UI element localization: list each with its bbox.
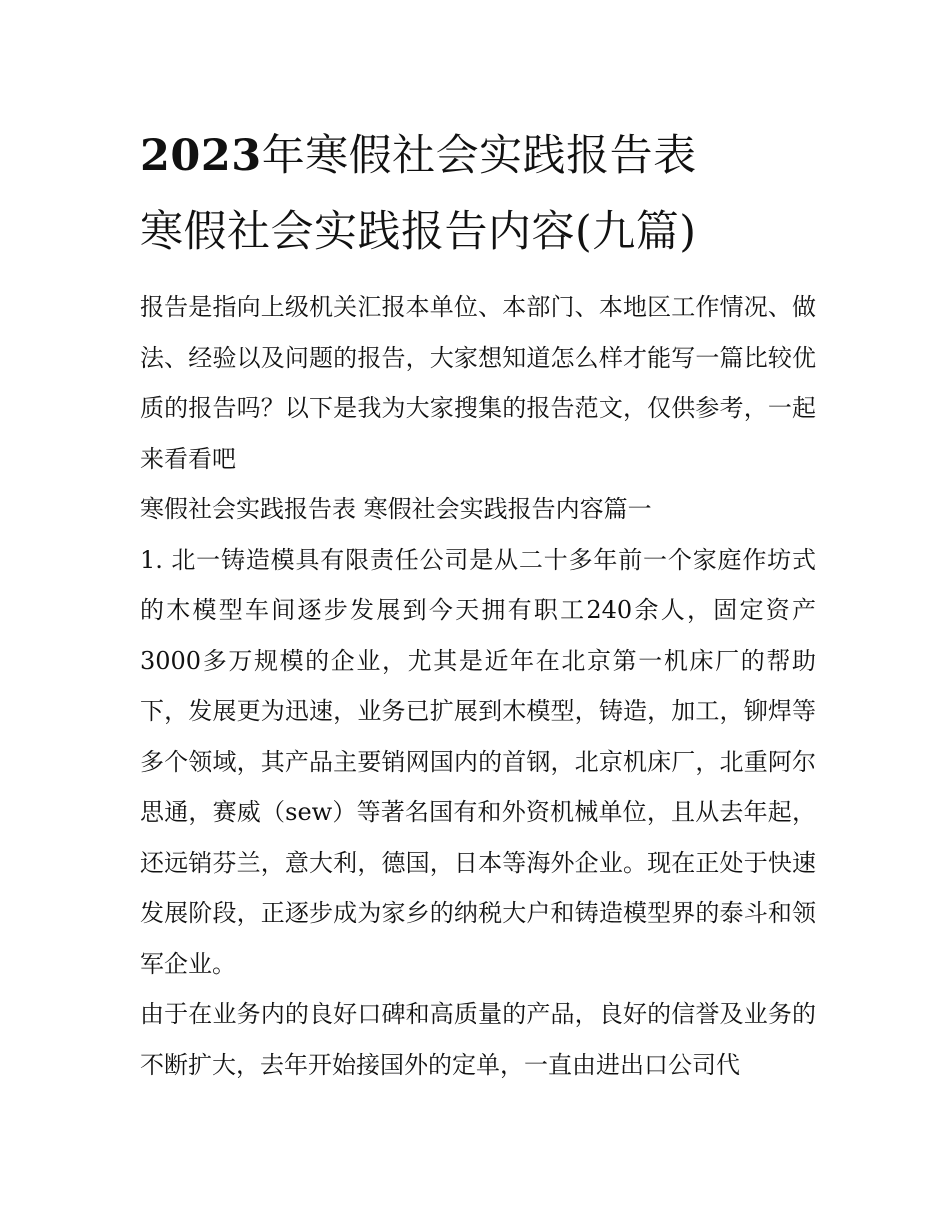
document-body	[140, 282, 816, 1090]
document-title	[140, 118, 816, 270]
intro-paragraph: 报告是指向上级机关汇报本单位、本部门、本地区工作情况、做法、经验以及问题的报告，大家想知道怎么样才能写一篇比较优质的报告吗？以下是我为大家搜集的报告范文，仅供参考，一起来看看吧	[140, 293, 816, 473]
title-line-1	[140, 118, 816, 194]
title-year: 2023	[140, 131, 262, 181]
title-line-2: 寒假社会实践报告内容(九篇)	[140, 207, 697, 257]
body-paragraph-1: 1. 北一铸造模具有限责任公司是从二十多年前一个家庭作坊式的木模型车间逐步发展到今天拥有职工240余人，固定资产3000多万规模的企业，尤其是近年在北京第一机床厂的帮助下，发展更为迅速，业务已扩展到木模型，铸造，加工，铆焊等多个领域，其产品主要销网国内的首钢，北京机床厂，北重阿尔思通，赛威（sew）等著名国有和外资机械单位，且从去年起，还远销芬兰，意大利，德国，日本等海外企业。现在正处于快速发展阶段，正逐步成为家乡的纳税大户和铸造模型界的泰斗和领军企业。	[140, 545, 816, 978]
body-paragraph-2: 由于在业务内的良好口碑和高质量的产品，良好的信誉及业务的不断扩大，去年开始接国外的定单，一直由进出口公司代	[140, 1000, 816, 1079]
title-line-1-text: 年寒假社会实践报告表	[261, 131, 697, 181]
section-heading: 寒假社会实践报告表 寒假社会实践报告内容篇一	[140, 495, 652, 523]
document-page	[140, 118, 816, 1090]
